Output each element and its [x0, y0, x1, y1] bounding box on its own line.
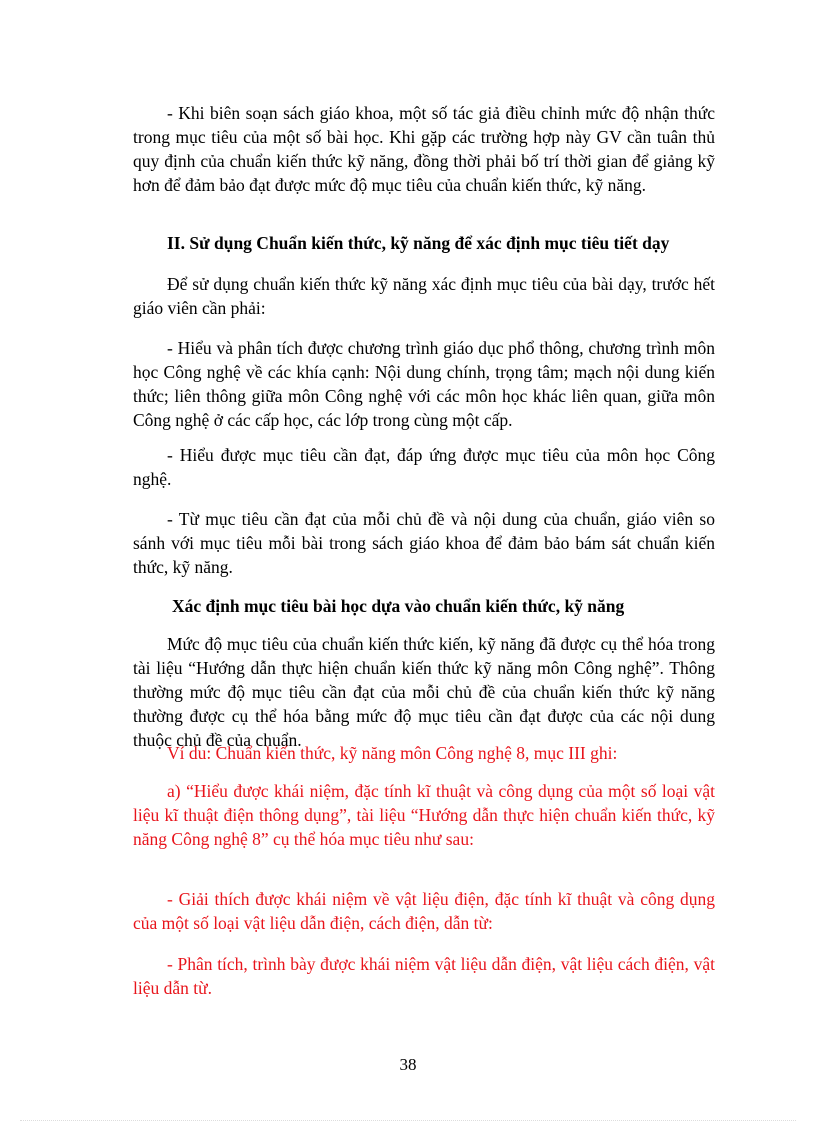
paragraph-understand-program: - Hiểu và phân tích được chương trình giáo dục phổ thông, chương trình môn học Công nghệ về các khía cạnh: Nội dung chính, trọng tâm; mạch nội dung kiến thức; liên thông giữa môn Công nghệ với các môn học khác liên quan, giữa môn Công nghệ ở các cấp học, các lớp trong cùng một cấp.	[133, 338, 715, 430]
paragraph-goal-levels: Mức độ mục tiêu của chuẩn kiến thức kiến, kỹ năng đã được cụ thể hóa trong tài liệu “Hướng dẫn thực hiện chuẩn kiến thức kỹ năng môn Công nghệ”. Thông thường mức độ mục tiêu cần đạt của mỗi chủ đề của chuẩn kiến thức kỹ năng thường được cụ thể hóa bằng mức độ mục tiêu cần đạt được của các nội dung thuộc chủ đề của chuẩn.	[133, 634, 715, 750]
example-intro: Ví du: Chuẩn kiến thức, kỹ năng môn Công nghệ 8, mục III ghi:	[167, 743, 618, 763]
paragraph-compare-goals: - Từ mục tiêu cần đạt của mỗi chủ đề và nội dung của chuẩn, giáo viên so sánh với mục tiêu mỗi bài trong sách giáo khoa để đảm bảo bám sát chuẩn kiến thức, kỹ năng.	[133, 509, 715, 577]
example-bullet-analyze: - Phân tích, trình bày được khái niệm vật liệu dẫn điện, vật liệu cách điện, vật liệu dẫn từ.	[133, 954, 715, 998]
example-item-a: a) “Hiểu được khái niệm, đặc tính kĩ thuật và công dụng của một số loại vật liệu kĩ thuật điện thông dụng”, tài liệu “Hướng dẫn thực hiện chuẩn kiến thức, kỹ năng Công nghệ 8” cụ thể hóa mục tiêu như sau:	[133, 781, 715, 849]
section-heading-ii: II. Sử dụng Chuẩn kiến thức, kỹ năng để xác định mục tiêu tiết dạy	[167, 233, 670, 253]
paragraph-intro: Để sử dụng chuẩn kiến thức kỹ năng xác định mục tiêu của bài dạy, trước hết giáo viên cần phải:	[133, 274, 715, 318]
example-bullet-explain: - Giải thích được khái niệm về vật liệu điện, đặc tính kĩ thuật và công dụng của một số loại vật liệu dẫn điện, cách điện, dẫn từ:	[133, 889, 715, 933]
page-bottom-divider	[20, 1120, 796, 1121]
paragraph-textbook-adjustment: - Khi biên soạn sách giáo khoa, một số tác giả điều chỉnh mức độ nhận thức trong mục tiêu của một số bài học. Khi gặp các trường hợp này GV cần tuân thủ quy định của chuẩn kiến thức kỹ năng, đồng thời phải bố trí thời gian để giảng kỹ hơn để đảm bảo đạt được mức độ mục tiêu của chuẩn kiến thức, kỹ năng.	[133, 103, 715, 195]
page-number: 38	[399, 1055, 417, 1074]
subheading-determine-goals: Xác định mục tiêu bài học dựa vào chuẩn kiến thức, kỹ năng	[172, 596, 625, 616]
paragraph-understand-goals: - Hiểu được mục tiêu cần đạt, đáp ứng được mục tiêu của môn học Công nghệ.	[133, 445, 715, 489]
